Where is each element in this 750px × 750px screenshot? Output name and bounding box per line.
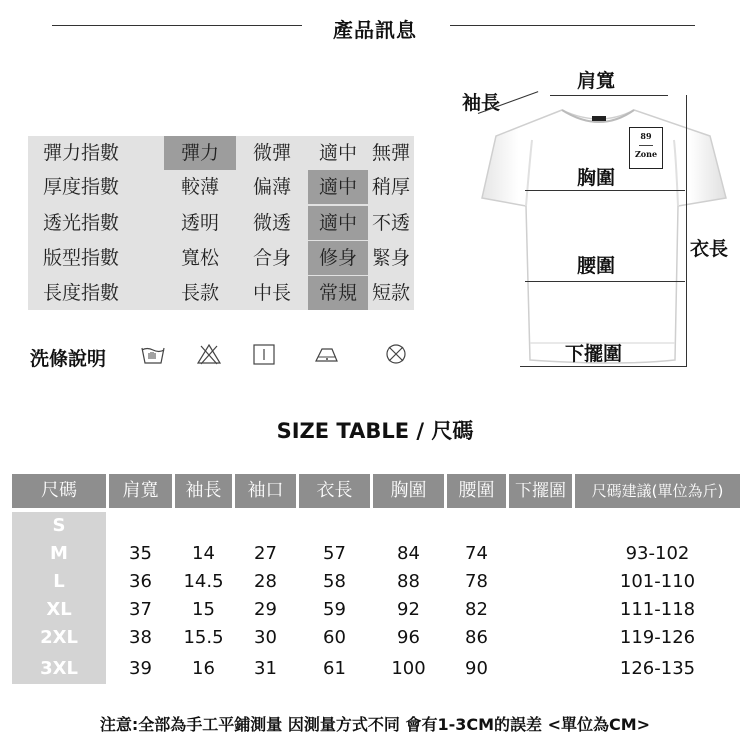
size-label: 2XL	[40, 627, 78, 648]
size-cell: 30	[254, 627, 277, 648]
zone-tag	[629, 127, 663, 169]
index-row	[28, 170, 414, 204]
size-cell: 88	[397, 571, 420, 592]
index-label: 透光指數	[42, 212, 119, 234]
index-option: 微彈	[252, 142, 291, 164]
size-header-cell: 衣長	[299, 474, 370, 508]
size-cell: 61	[323, 658, 346, 679]
index-option: 合身	[252, 247, 291, 269]
index-row	[28, 276, 414, 310]
index-label: 版型指數	[42, 247, 119, 269]
line-dry-icon	[252, 342, 276, 370]
index-option-selected: 適中	[308, 206, 368, 240]
size-label: XL	[46, 599, 72, 620]
size-cell: 59	[323, 599, 346, 620]
measurement-note: 注意:全部為手工平鋪測量 因測量方式不同 會有1-3CM的誤差 <單位為CM>	[99, 715, 651, 734]
index-option-selected: 彈力	[164, 136, 236, 170]
size-cell: 15	[192, 599, 215, 620]
index-option: 適中	[318, 142, 357, 164]
index-option: 短款	[371, 282, 410, 304]
size-cell: 58	[323, 571, 346, 592]
size-cell: 38	[129, 627, 152, 648]
size-header-cell: 尺碼	[12, 474, 106, 508]
size-cell: 100	[391, 658, 426, 679]
size-header-cell: 肩寬	[109, 474, 172, 508]
size-cell: 27	[254, 543, 277, 564]
zone-tag-number: 89	[640, 131, 652, 141]
size-cell: 126-135	[619, 658, 696, 679]
shoulder-label: 肩寬	[577, 70, 616, 92]
index-option: 不透	[371, 212, 410, 234]
index-table	[28, 136, 414, 310]
size-cell: 96	[397, 627, 420, 648]
size-label: S	[52, 515, 66, 536]
length-label: 衣長	[690, 238, 729, 260]
size-cell: 15.5	[183, 627, 224, 648]
size-cell: 29	[254, 599, 277, 620]
index-option-selected: 適中	[308, 170, 368, 204]
size-header-cell: 尺碼建議(單位為斤)	[575, 474, 740, 508]
size-cell: 31	[254, 658, 277, 679]
size-cell: 60	[323, 627, 346, 648]
size-cell: 90	[465, 658, 488, 679]
size-cell: 92	[397, 599, 420, 620]
iron-icon	[313, 342, 341, 370]
size-cell: 111-118	[619, 599, 696, 620]
index-option: 稍厚	[371, 176, 410, 198]
index-row	[28, 206, 414, 240]
hem-label: 下擺圍	[565, 343, 623, 365]
size-header-cell: 胸圍	[373, 474, 444, 508]
index-option-selected: 常規	[308, 276, 368, 310]
index-option: 寬松	[180, 247, 219, 269]
size-cell: 78	[465, 571, 488, 592]
index-option: 偏薄	[252, 176, 291, 198]
index-option: 無彈	[371, 142, 410, 164]
size-cell: 74	[465, 543, 488, 564]
index-option: 中長	[252, 282, 291, 304]
size-cell: 36	[129, 571, 152, 592]
index-label: 彈力指數	[42, 142, 119, 164]
chest-line	[525, 190, 685, 191]
index-option: 緊身	[371, 247, 410, 269]
hand-wash-icon	[140, 342, 166, 370]
zone-tag-text: Zone	[634, 149, 658, 159]
no-bleach-icon	[196, 342, 222, 370]
index-row	[28, 136, 414, 170]
index-option-selected: 修身	[308, 241, 368, 275]
size-label: L	[53, 571, 65, 592]
sleeve-label: 袖長	[462, 92, 501, 114]
size-cell: 37	[129, 599, 152, 620]
zone-tag-divider	[639, 145, 653, 146]
chest-label: 胸圍	[577, 167, 616, 189]
size-cell: 14.5	[183, 571, 224, 592]
index-row	[28, 241, 414, 275]
size-cell: 86	[465, 627, 488, 648]
size-table-title: SIZE TABLE / 尺碼	[276, 419, 474, 443]
size-header-cell: 下擺圍	[509, 474, 572, 508]
size-cell: 14	[192, 543, 215, 564]
size-cell: 82	[465, 599, 488, 620]
size-cell: 84	[397, 543, 420, 564]
size-cell: 39	[129, 658, 152, 679]
waist-line	[525, 281, 685, 282]
hem-line	[520, 366, 686, 367]
size-label: M	[50, 543, 68, 564]
size-cell: 93-102	[625, 543, 690, 564]
page-title: 產品訊息	[333, 18, 417, 42]
size-cell: 101-110	[619, 571, 696, 592]
waist-label: 腰圍	[577, 255, 616, 277]
index-label: 長度指數	[42, 282, 119, 304]
size-label: 3XL	[40, 658, 78, 679]
size-cell: 28	[254, 571, 277, 592]
header-divider-right	[450, 25, 695, 26]
size-header-cell: 袖口	[235, 474, 296, 508]
size-cell: 119-126	[619, 627, 696, 648]
size-cell: 57	[323, 543, 346, 564]
size-cell: 16	[192, 658, 215, 679]
index-option: 較薄	[180, 176, 219, 198]
size-header-cell: 腰圍	[447, 474, 506, 508]
length-line	[686, 95, 687, 367]
index-label: 厚度指數	[42, 176, 119, 198]
header-divider-left	[52, 25, 302, 26]
no-dry-clean-icon	[384, 342, 408, 370]
index-option: 透明	[180, 212, 219, 234]
size-header-cell: 袖長	[175, 474, 232, 508]
index-option: 長款	[180, 282, 219, 304]
shoulder-line	[550, 95, 668, 96]
size-cell: 35	[129, 543, 152, 564]
index-option: 微透	[252, 212, 291, 234]
wash-label: 洗條說明	[30, 348, 107, 370]
